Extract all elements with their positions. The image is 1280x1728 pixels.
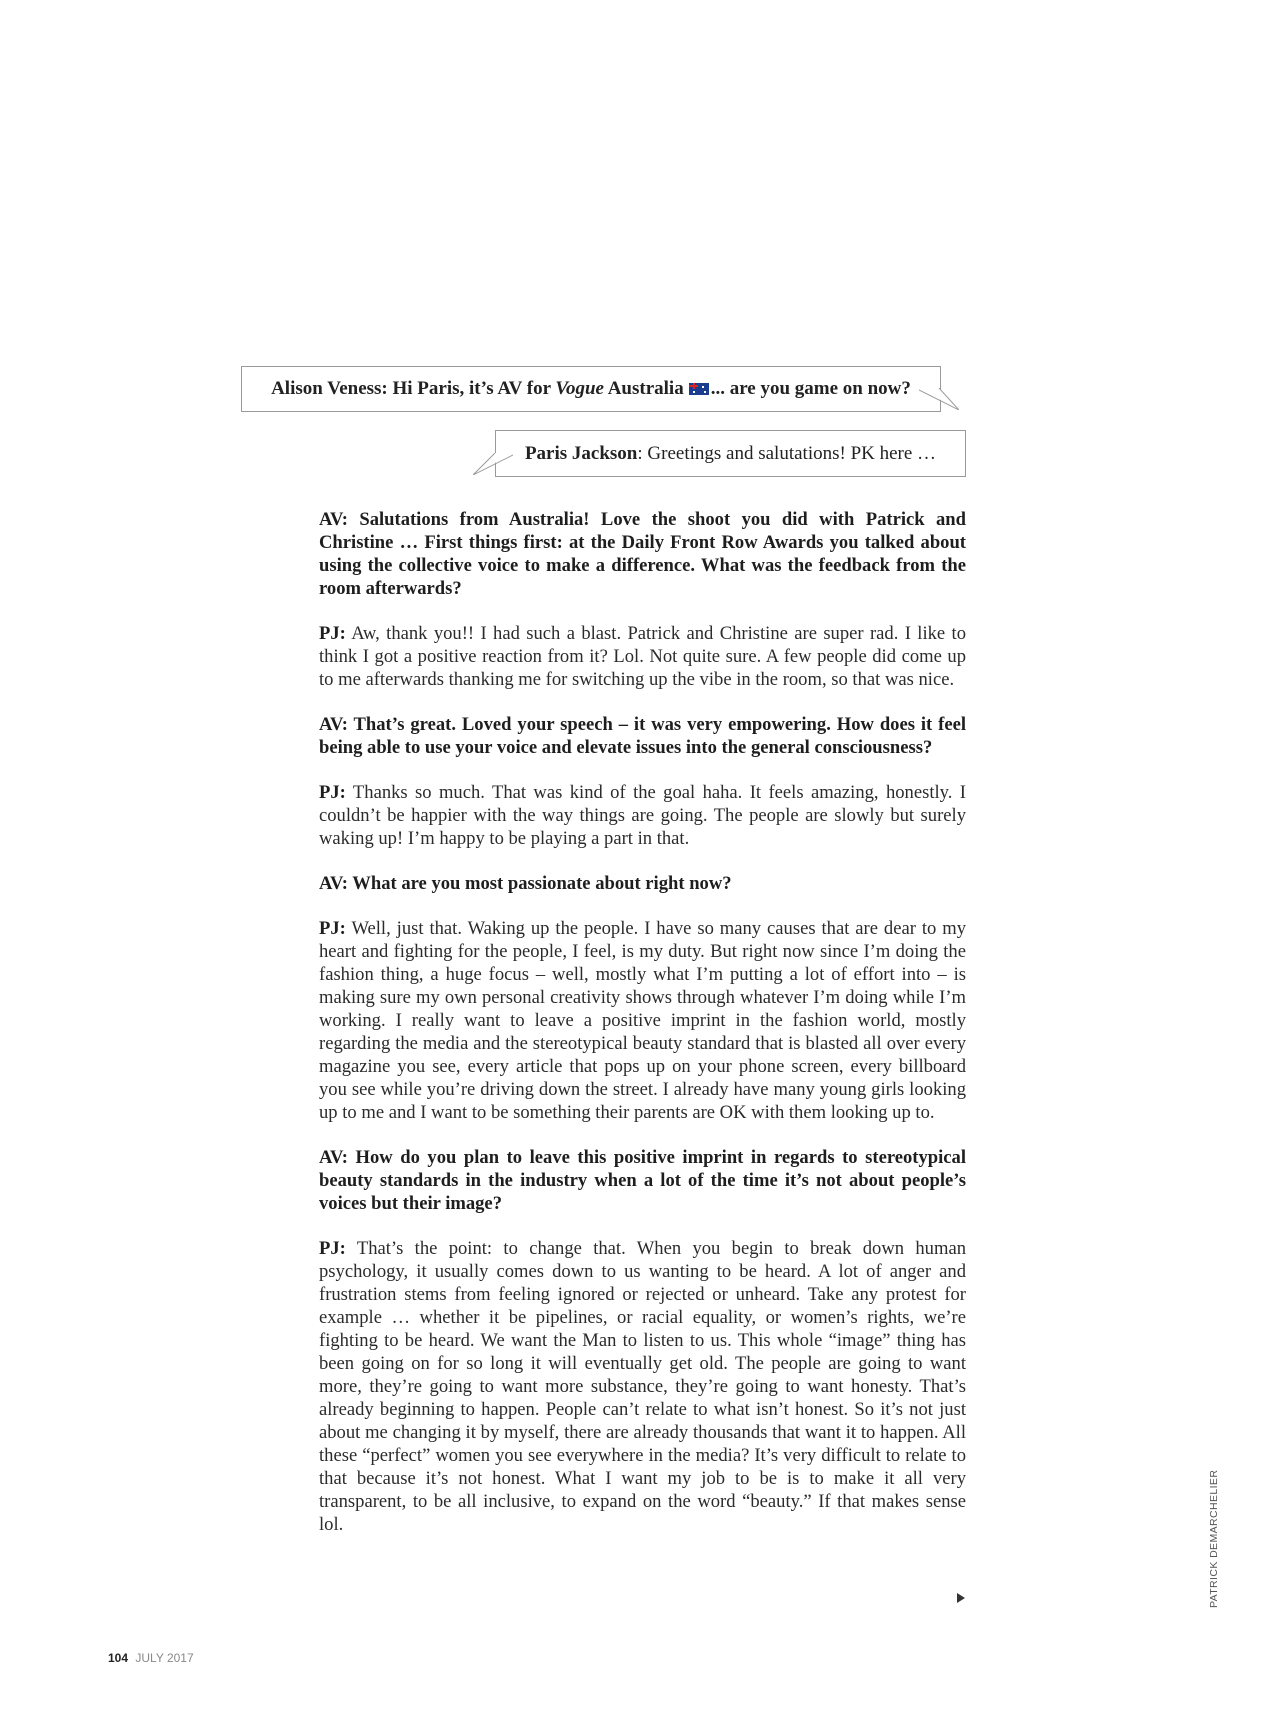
bubble-2-speaker: Paris Jackson [524,442,638,464]
question-paragraph: AV: How do you plan to leave this positive imprint in regards to stereotypical beauty standards in the industry when a lot of the time it’s not about people’s voices but their image? [319,1147,966,1214]
answer-text: That’s the point: to change that. When you begin to break down human psychology, it usually comes down to us wanting to be heard. A lot of anger and frustration stems from feeling ignored or rejected or unheard. Take any protest for example … whether it be pipelines, or racial equality, or women’s rights, we’re fighting to be heard. We want the Man to listen to us. This whole “image” thing has been going on for so long it will eventually get old. The people are going to want more, they’re going to want more substance, they’re going to want honesty. That’s already beginning to happen. People can’t relate to what isn’t honest. So it’s not just about me changing it by myself, there are already thousands that want it to happen. All these “perfect” women you see everywhere in the media? It’s very difficult to relate to that because it’s not honest. What I want my job to be is to make it all very transparent, to be all inclusive, to expand on the word “beauty.” If that makes sense lol. [319,1238,966,1535]
bubble-1-speaker: Alison Veness: [271,378,388,399]
bubble-1-text-c: ... are you game on now? [710,378,911,399]
issue-date: JULY 2017 [135,1651,194,1665]
answer-speaker: PJ: [319,782,346,803]
answer-paragraph [319,917,966,1124]
triangle-right-icon [957,1593,965,1603]
photo-credit: PATRICK DEMARCHELIER [1208,1470,1220,1609]
answer-speaker: PJ: [319,1238,346,1259]
australia-flag-icon [689,383,709,395]
bubble-2-text: : Greetings and salutations! PK here … [637,442,937,464]
message-bubble-av [241,366,941,412]
page-number: 104 [108,1651,129,1665]
question-paragraph: AV: Salutations from Australia! Love the shoot you did with Patrick and Christine … First things first: at the Daily Front Row Awards you talked about using the collective voice to make a difference. What was the feedback from the room afterwards? [319,509,966,599]
answer-speaker: PJ: [319,918,346,939]
answer-speaker: PJ: [319,623,346,644]
answer-paragraph [319,622,966,691]
answer-text: Well, just that. Waking up the people. I have so many causes that are dear to my heart and fighting for the people, I feel, is my duty. But right now since I’m doing the fashion thing, a huge focus – well, mostly what I’m putting a lot of effort into – is making sure my own personal creativity shows through whatever I’m doing while I’m working. I really want to leave a positive imprint in the fashion world, mostly regarding the media and the stereotypical beauty standard that is blasted all over every magazine you see, every article that pops up on your phone screen, every billboard you see while you’re driving down the street. I already have many young girls looking up to me and I want to be something their parents are OK with them looking up to. [319,918,966,1123]
message-bubble-pj [495,430,966,477]
question-paragraph: AV: That’s great. Loved your speech – it was very empowering. How does it feel being able to use your voice and elevate issues into the general consciousness? [319,714,966,758]
interview-body [319,508,966,1558]
answer-text: Aw, thank you!! I had such a blast. Patrick and Christine are super rad. I like to think I got a positive reaction from it? Lol. Not quite sure. A few people did come up to me afterwards thanking me for switching up the vibe in the room, so that was nice. [319,623,966,690]
answer-paragraph [319,1237,966,1536]
bubble-tail-left [473,453,513,475]
bubble-1-text-a: Hi Paris, it’s AV for [387,378,556,399]
answer-paragraph [319,781,966,850]
answer-text: Thanks so much. That was kind of the goal haha. It feels amazing, honestly. I couldn’t be happier with the way things are going. The people are slowly but surely waking up! I’m happy to be playing a part in that. [319,782,966,849]
bubble-1-magazine: Vogue [555,378,604,399]
page-folio [108,1651,194,1665]
bubble-1-text-b: Australia [604,378,684,399]
bubble-tail-right [919,388,959,410]
question-paragraph: AV: What are you most passionate about right now? [319,873,732,894]
